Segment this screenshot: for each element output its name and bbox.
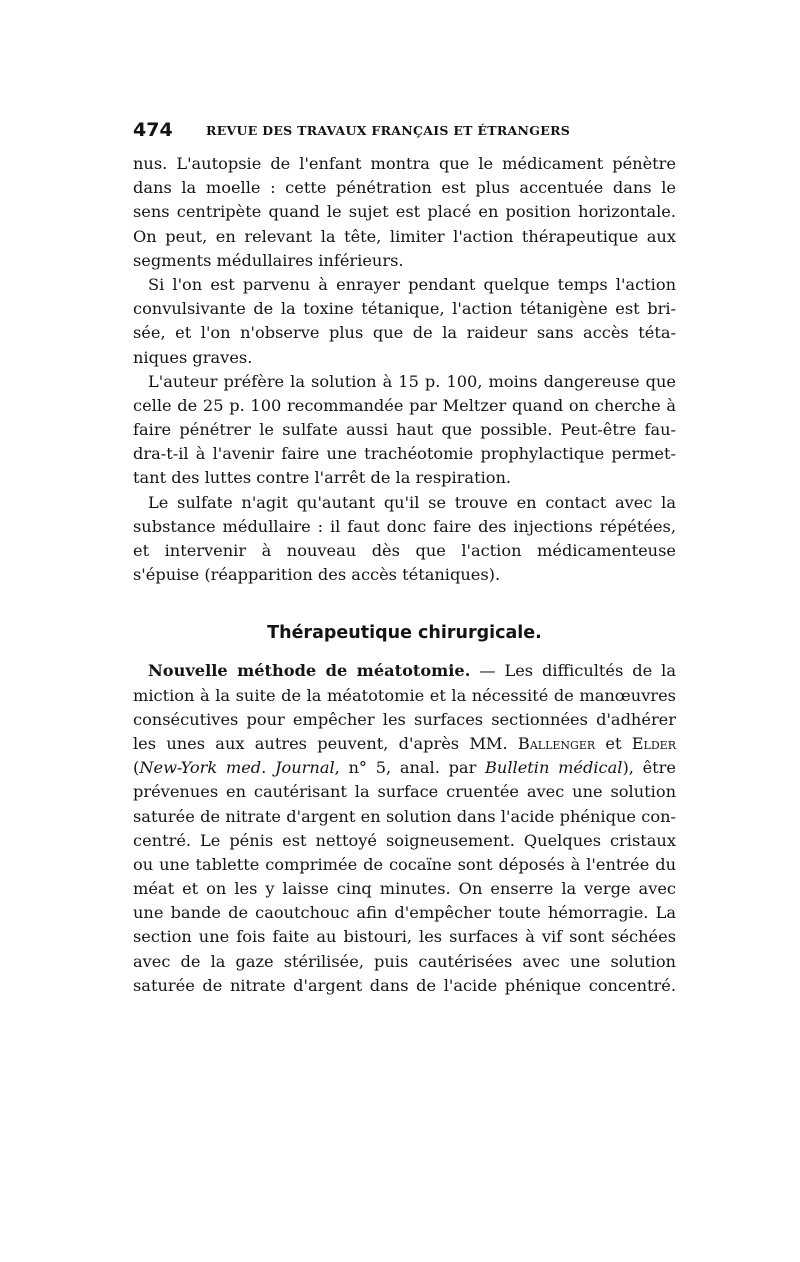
- text-line: [133, 659, 676, 683]
- text-line: miction à la suite de la méatotomie et la nécessité de manœuvres: [133, 685, 676, 705]
- journal-title: New-York med. Journal: [139, 758, 335, 778]
- text-line: saturée de nitrate d'argent dans de l'acide phénique concentré.: [133, 975, 676, 995]
- text-run: les unes aux autres peuvent, d'après MM.: [133, 733, 518, 753]
- text-line: nus. L'autopsie de l'enfant montra que le médicament pénètre: [133, 154, 676, 173]
- page-number: 474: [133, 119, 173, 141]
- paragraph-2: [133, 273, 676, 370]
- text-run: (: [133, 758, 140, 778]
- text-line: celle de 25 p. 100 recommandée par Meltzer quand on cherche à: [133, 395, 676, 415]
- author-name: Elder: [631, 733, 676, 753]
- article-paragraph: [133, 659, 676, 998]
- text-run: , n° 5, anal. par: [334, 758, 486, 778]
- text-line: s'épuise (réapparition des accès tétaniques).: [133, 565, 501, 585]
- text-line: [133, 756, 676, 780]
- section-title: Thérapeutique chirurgicale.: [267, 623, 542, 644]
- text-line: sens centripète quand le sujet est placé en position horizontale.: [133, 202, 676, 222]
- text-line: segments médullaires inférieurs.: [133, 250, 404, 270]
- text-line: ou une tablette comprimée de cocaïne sont déposés à l'entrée du: [133, 854, 676, 874]
- text-line: faire pénétrer le sulfate aussi haut que possible. Peut-être fau-: [133, 420, 676, 440]
- text-line: sée, et l'on n'observe plus que de la raideur sans accès téta-: [133, 323, 676, 343]
- text-line: tant des luttes contre l'arrêt de la respiration.: [133, 468, 512, 488]
- section-spacer: [133, 587, 676, 617]
- text-line: niques graves.: [133, 347, 253, 367]
- text-line: méat et on les y laisse cinq minutes. On enserre la verge avec: [133, 879, 676, 899]
- text-line: On peut, en relevant la tête, limiter l'action thérapeutique aux: [133, 226, 676, 246]
- text-line: convulsivante de la toxine tétanique, l'action tétanigène est bri-: [133, 299, 676, 319]
- text-run: ), être: [622, 758, 676, 778]
- text-line: Si l'on est parvenu à enrayer pendant quelque temps l'action: [148, 274, 676, 294]
- text-line: section une fois faite au bistouri, les surfaces à vif sont séchées: [133, 927, 676, 947]
- text-line: substance médullaire : il faut donc faire des injections répétées,: [133, 516, 676, 536]
- article-heading: Nouvelle méthode de méatotomie.: [148, 661, 471, 681]
- text-line: dans la moelle : cette pénétration est plus accentuée dans le: [133, 178, 676, 198]
- running-head-title: REVUE DES TRAVAUX FRANÇAIS ET ÉTRANGERS: [206, 123, 571, 138]
- text-line: dra-t-il à l'avenir faire une trachéotomie prophylactique permet-: [133, 444, 676, 464]
- body-text: [133, 152, 676, 998]
- running-head: [133, 118, 676, 142]
- text-line: consécutives pour empêcher les surfaces sectionnées d'adhérer: [133, 709, 676, 729]
- text-line: [133, 732, 676, 756]
- section-spacer: [133, 649, 676, 659]
- text-run: — Les difficultés de la: [470, 661, 676, 681]
- text-line: prévenues en cautérisant la surface cruentée avec une solution: [133, 782, 676, 802]
- paragraph-3: [133, 370, 676, 491]
- text-line: Le sulfate n'agit qu'autant qu'il se trouve en contact avec la: [148, 492, 676, 512]
- paragraph-1: [133, 152, 676, 273]
- author-name: Ballenger: [517, 733, 596, 753]
- text-line: avec de la gaze stérilisée, puis cautérisées avec une solution: [133, 951, 676, 971]
- text-line: saturée de nitrate d'argent en solution dans l'acide phénique con-: [133, 806, 676, 826]
- journal-title: Bulletin médical: [485, 758, 623, 778]
- text-run: et: [595, 733, 632, 753]
- paragraph-4: [133, 491, 676, 588]
- text-line: et intervenir à nouveau dès que l'action médicamenteuse: [133, 541, 676, 560]
- text-line: L'auteur préfère la solution à 15 p. 100, moins dangereuse que: [148, 371, 676, 391]
- text-line: une bande de caoutchouc afin d'empêcher toute hémorragie. La: [133, 903, 676, 923]
- text-line: centré. Le pénis est nettoyé soigneusement. Quelques cristaux: [133, 830, 676, 850]
